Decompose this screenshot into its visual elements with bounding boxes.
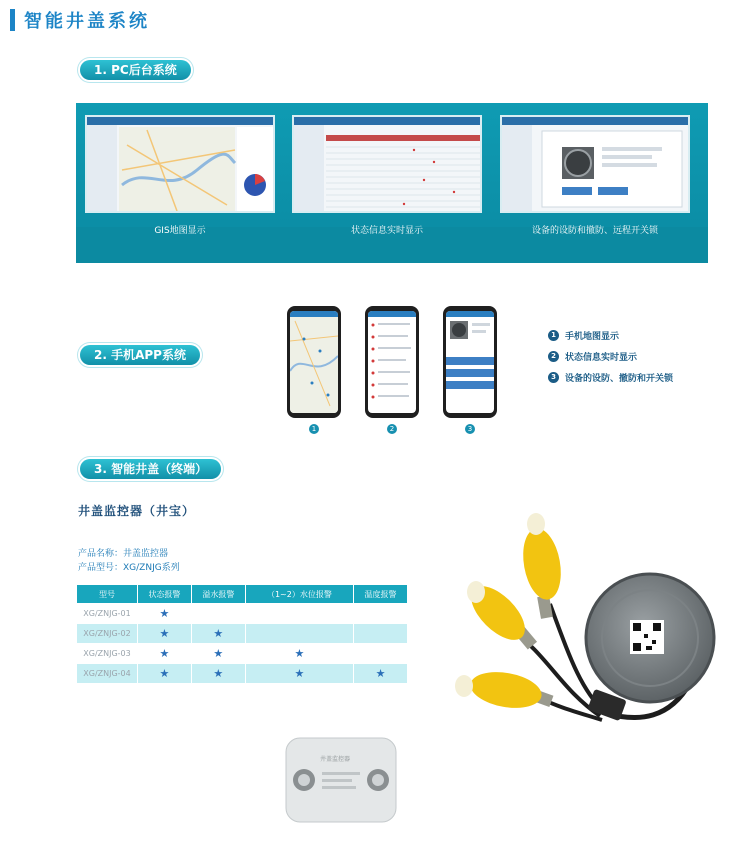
table-cell: ★ [138,664,191,683]
pc-screenshot-gis-map [85,115,275,213]
product-model: 产品型号：XG/ZNJG系列 [78,563,180,573]
phone-number-2: 2 [387,424,397,434]
table-cell [354,624,407,643]
table-row [77,664,407,683]
phone-list-graphic [368,311,416,413]
gis-map-graphic [87,125,275,213]
feature-number-3: 3 [548,372,559,383]
table-cell-model: XG/ZNJG-01 [77,604,137,623]
section-terminal-header: 3. 智能井盖（终端） [80,459,221,479]
table-row [77,624,407,643]
manhole-monitor-device-image [440,508,730,748]
title-accent-bar [10,9,15,31]
spec-table [76,584,408,684]
device-clamp-unit [282,730,400,830]
app-feature-3 [548,371,673,384]
section-app-header: 2. 手机APP系统 [80,345,200,365]
phone-mockup-device-control [443,306,497,418]
table-cell: ★ [192,624,245,643]
page-title-text: 智能井盖系统 [24,11,150,32]
feature-number-1: 1 [548,330,559,341]
phone-map-graphic [290,311,338,413]
product-name: 产品名称：井盖监控器 [78,549,169,559]
table-row [77,644,407,663]
pc-caption-1: GIS地图显示 [154,226,206,236]
phone-number-3: 3 [465,424,475,434]
table-cell-model: XG/ZNJG-04 [77,664,137,683]
table-cell: ★ [192,644,245,663]
pc-caption-2: 状态信息实时显示 [350,226,423,236]
device-label: 井盖监控器 [320,756,351,763]
table-cell: ★ [138,644,191,663]
phone-mockup-status-list [365,306,419,418]
pc-screenshot-status-table [292,115,482,213]
feature-label-2: 状态信息实时显示 [565,353,638,363]
app-feature-1 [548,329,619,342]
table-row [77,604,407,623]
pc-screenshot-device-control [500,115,690,213]
phone-control-graphic [446,311,494,413]
device-control-graphic [502,125,690,213]
col-header-temperature-alarm: 温度报警 [354,585,407,603]
pc-caption-3: 设备的设防和撤防、远程开关锁 [531,226,658,236]
table-cell [354,604,407,623]
col-header-model: 型号 [77,585,137,603]
table-cell [246,624,353,643]
table-cell: ★ [138,624,191,643]
table-cell: ★ [246,644,353,663]
pc-system-panel [76,103,708,263]
table-cell: ★ [246,664,353,683]
section-pc-header: 1. PC后台系统 [80,60,191,80]
table-cell [354,644,407,663]
col-header-water-level-alarm: （1~2）水位报警 [246,585,353,603]
table-cell [192,604,245,623]
feature-number-2: 2 [548,351,559,362]
col-header-status-alarm: 状态报警 [138,585,191,603]
feature-label-1: 手机地图显示 [565,332,620,342]
status-table-graphic [294,125,482,213]
spec-table-header-row [77,585,407,603]
table-cell: ★ [192,664,245,683]
table-cell-model: XG/ZNJG-03 [77,644,137,663]
product-heading: 井盖监控器（井宝） [78,504,196,518]
app-feature-2 [548,350,637,363]
table-cell: ★ [138,604,191,623]
phone-mockup-map [287,306,341,418]
feature-label-3: 设备的设防、撤防和开关锁 [565,374,674,384]
table-cell: ★ [354,664,407,683]
page-title [10,8,150,32]
col-header-overflow-alarm: 溢水报警 [192,585,245,603]
device-clamp-graphic [282,730,400,830]
table-cell-model: XG/ZNJG-02 [77,624,137,643]
table-cell [246,604,353,623]
phone-number-1: 1 [309,424,319,434]
